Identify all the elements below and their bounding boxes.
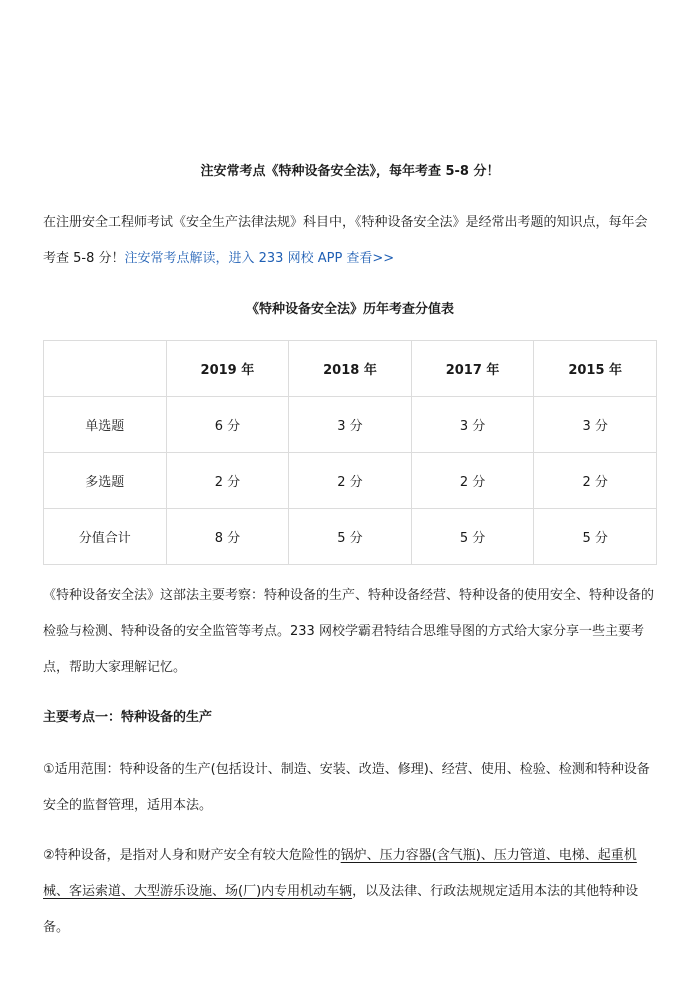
table-row (44, 453, 657, 509)
row-label: 单选题 (44, 397, 167, 453)
intro-paragraph (43, 205, 659, 277)
intro-text: 在注册安全工程师考试《安全生产法律法规》科目中，《特种设备安全法》是经常出考题的知识点，每年会考查 5-8 分！ (43, 215, 648, 266)
section-heading: 主要考点一：特种设备的生产 (43, 710, 213, 725)
table-cell: 5 分 (289, 509, 412, 565)
point-item-scope: ①适用范围：特种设备的生产(包括设计、制造、安装、改造、修理)、经营、使用、检验、检测和特种设备安全的监督管理，适用本法。 (43, 762, 650, 813)
table-caption: 《特种设备安全法》历年考查分值表 (245, 302, 454, 317)
table-cell: 3 分 (289, 397, 412, 453)
summary-paragraph: 《特种设备安全法》这部法主要考察：特种设备的生产、特种设备经营、特种设备的使用安全、特种设备的检验与检测、特种设备的安全监管等考点。233 网校学霸君特结合思维导图的方式给大家分享一些主要考点，帮助大家理解记忆。 (43, 588, 655, 675)
table-cell: 8 分 (166, 509, 289, 565)
table-header-row (44, 341, 657, 397)
app-link[interactable]: 注安常考点解读，进入 233 网校 APP 查看>> (124, 251, 395, 266)
equipment-list: 锅炉、压力容器(含气瓶)、压力管道、电梯、起重机械、客运索道、大型游乐设施、场(厂)内专用机动车辆 (43, 848, 637, 899)
score-table (43, 340, 657, 565)
table-cell: 5 分 (534, 509, 657, 565)
table-header-cell: 2019 年 (166, 341, 289, 397)
table-cell: 2 分 (534, 453, 657, 509)
table-cell: 2 分 (411, 453, 534, 509)
table-row (44, 397, 657, 453)
table-row (44, 509, 657, 565)
table-header-cell: 2017 年 (411, 341, 534, 397)
table-cell: 3 分 (411, 397, 534, 453)
article-title: 注安常考点《特种设备安全法》，每年考查 5-8 分！ (200, 164, 500, 179)
table-header-cell (44, 341, 167, 397)
table-cell: 2 分 (166, 453, 289, 509)
row-label: 分值合计 (44, 509, 167, 565)
row-label: 多选题 (44, 453, 167, 509)
table-header-cell: 2015 年 (534, 341, 657, 397)
table-cell: 5 分 (411, 509, 534, 565)
table-cell: 6 分 (166, 397, 289, 453)
table-cell: 2 分 (289, 453, 412, 509)
definition-prefix: ②特种设备，是指对人身和财产安全有较大危险性的 (43, 848, 341, 863)
table-header-cell: 2018 年 (289, 341, 412, 397)
definition-suffix: ，以及法律、行政法规规定适用本法的其他特种设备。 (43, 884, 639, 935)
table-cell: 3 分 (534, 397, 657, 453)
point-item-definition (43, 838, 659, 946)
